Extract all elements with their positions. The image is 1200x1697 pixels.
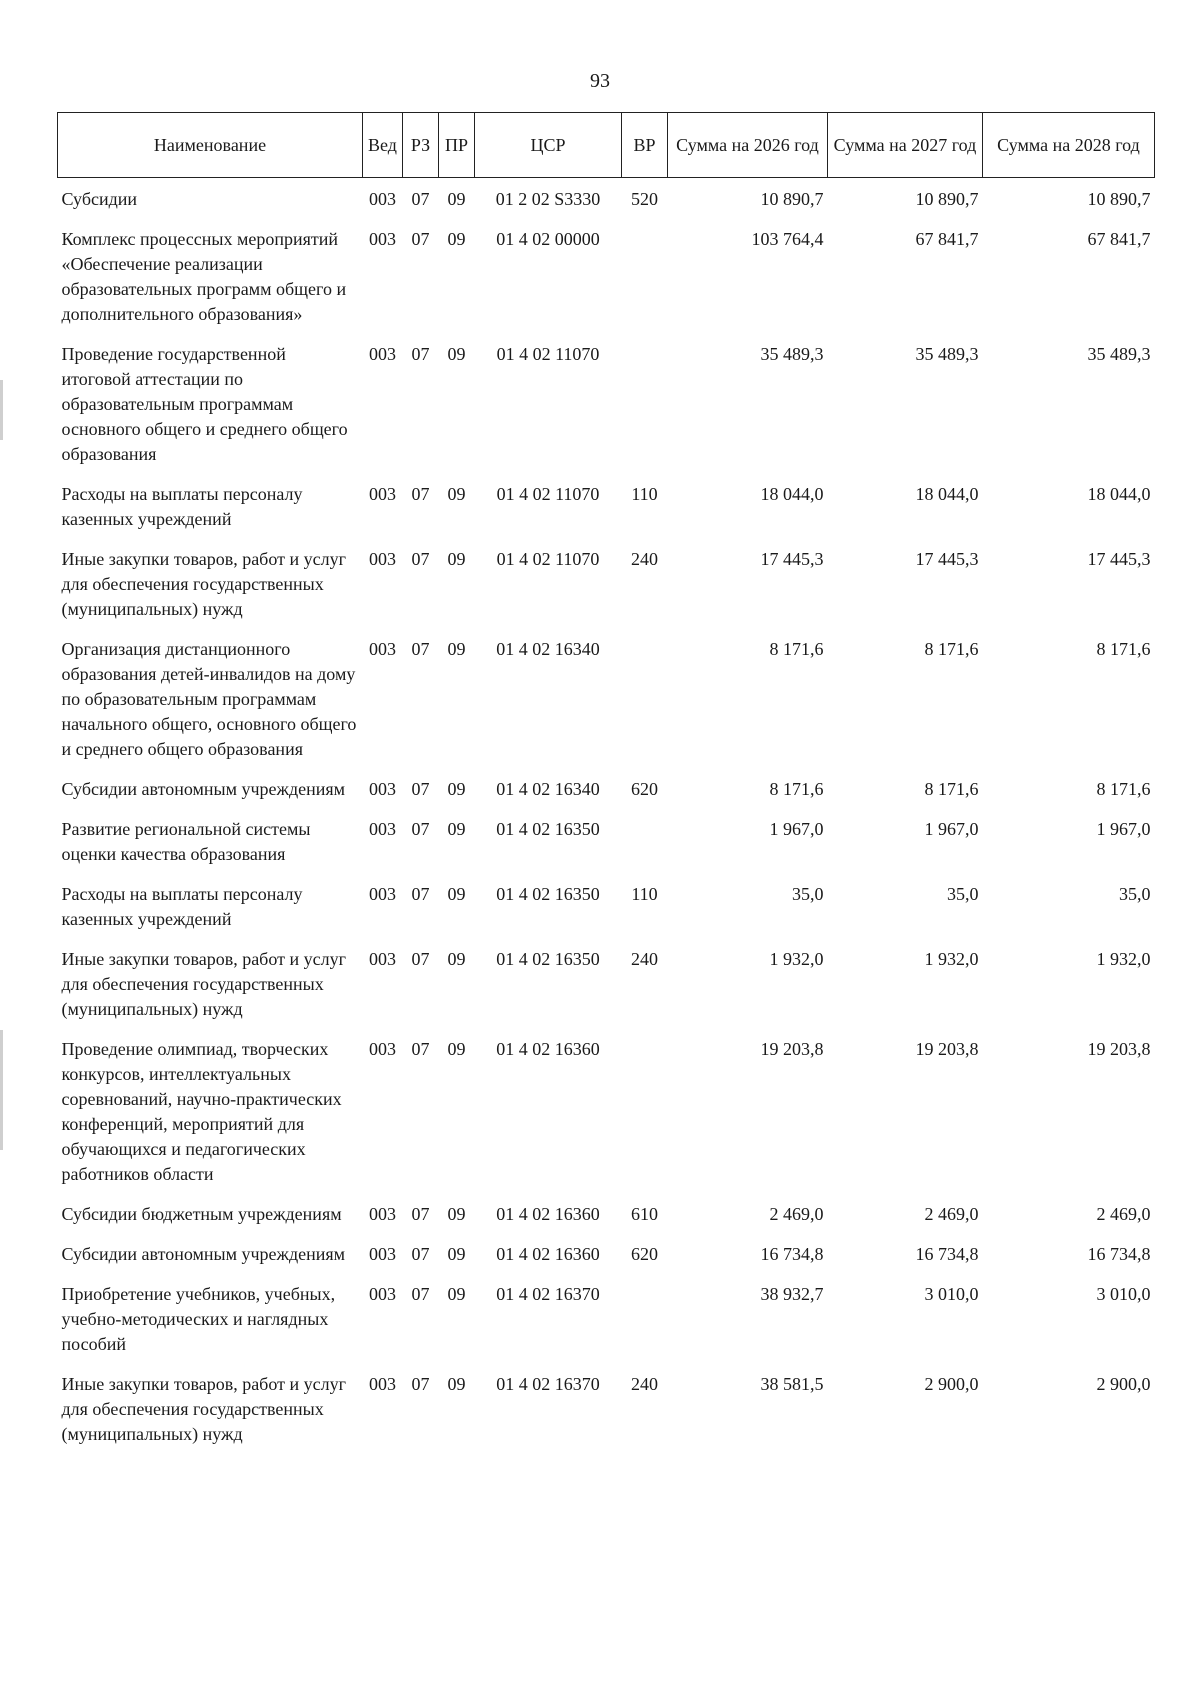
table-row xyxy=(58,218,1155,333)
cell-sum-2027: 67 841,7 xyxy=(915,229,979,249)
table-row xyxy=(58,1233,1155,1273)
cell-name: Расходы на выплаты персоналу казенных учреждений xyxy=(61,484,303,529)
cell-name: Субсидии бюджетным учреждениям xyxy=(61,1204,342,1224)
scan-artifact xyxy=(0,1030,3,1150)
cell-name: Иные закупки товаров, работ и услуг для обеспечения государственных (муниципальных) нужд xyxy=(61,549,346,619)
cell-ved: 003 xyxy=(369,1374,396,1394)
cell-sum-2027: 35,0 xyxy=(947,884,979,904)
cell-vr xyxy=(622,333,668,473)
table-header xyxy=(58,113,1155,178)
cell-sum-2027: 1 932,0 xyxy=(924,949,979,969)
cell-name: Иные закупки товаров, работ и услуг для обеспечения государственных (муниципальных) нужд xyxy=(61,1374,346,1444)
cell-csr: 01 4 02 16360 xyxy=(496,1204,600,1224)
cell-csr: 01 4 02 16370 xyxy=(496,1374,600,1394)
cell-rz: 07 xyxy=(411,1204,430,1224)
header-vr: ВР xyxy=(622,113,668,178)
cell-sum-2027: 10 890,7 xyxy=(915,189,979,209)
cell-csr: 01 4 02 11070 xyxy=(496,549,600,569)
cell-sum-2028: 16 734,8 xyxy=(1087,1244,1151,1264)
cell-name: Проведение государственной итоговой аттестации по образовательным программам основного общего и среднего общего образования xyxy=(61,344,348,464)
header-csr: ЦСР xyxy=(475,113,622,178)
cell-csr: 01 4 02 16340 xyxy=(496,779,600,799)
table-row xyxy=(58,1193,1155,1233)
cell-sum-2026: 1 967,0 xyxy=(769,819,824,839)
cell-name: Расходы на выплаты персоналу казенных учреждений xyxy=(61,884,303,929)
cell-ved: 003 xyxy=(369,1204,396,1224)
cell-csr: 01 4 02 11070 xyxy=(496,344,600,364)
header-sum-2026: Сумма на 2026 год xyxy=(668,113,828,178)
header-rz: РЗ xyxy=(403,113,439,178)
table-row xyxy=(58,538,1155,628)
cell-ved: 003 xyxy=(369,484,396,504)
cell-sum-2026: 8 171,6 xyxy=(769,779,824,799)
table-row xyxy=(58,473,1155,538)
cell-sum-2026: 8 171,6 xyxy=(769,639,824,659)
table-row xyxy=(58,1363,1155,1453)
cell-sum-2026: 103 764,4 xyxy=(751,229,824,249)
table-row xyxy=(58,808,1155,873)
cell-name: Субсидии xyxy=(61,189,138,209)
cell-sum-2026: 2 469,0 xyxy=(769,1204,824,1224)
cell-rz: 07 xyxy=(411,1244,430,1264)
cell-sum-2027: 35 489,3 xyxy=(915,344,979,364)
cell-vr: 620 xyxy=(631,1244,658,1264)
cell-name: Комплекс процессных мероприятий «Обеспечение реализации образовательных программ общего и дополнительного образования» xyxy=(61,229,347,324)
cell-ved: 003 xyxy=(369,344,396,364)
cell-ved: 003 xyxy=(369,949,396,969)
header-sum-2027: Сумма на 2027 год xyxy=(828,113,983,178)
cell-ved: 003 xyxy=(369,189,396,209)
cell-sum-2027: 8 171,6 xyxy=(924,639,979,659)
cell-pr: 09 xyxy=(447,884,466,904)
cell-vr xyxy=(622,1273,668,1363)
cell-vr: 520 xyxy=(631,189,658,209)
table-row xyxy=(58,333,1155,473)
cell-rz: 07 xyxy=(411,779,430,799)
scan-artifact xyxy=(0,380,3,440)
cell-name: Субсидии автономным учреждениям xyxy=(61,1244,346,1264)
cell-rz: 07 xyxy=(411,1039,430,1059)
header-sum-2028: Сумма на 2028 год xyxy=(983,113,1155,178)
cell-sum-2027: 16 734,8 xyxy=(915,1244,979,1264)
cell-ved: 003 xyxy=(369,1284,396,1304)
cell-rz: 07 xyxy=(411,229,430,249)
cell-csr: 01 4 02 16360 xyxy=(496,1244,600,1264)
cell-vr xyxy=(622,1028,668,1193)
table-row xyxy=(58,873,1155,938)
table-body xyxy=(58,178,1155,1454)
cell-pr: 09 xyxy=(447,484,466,504)
cell-rz: 07 xyxy=(411,549,430,569)
table-row xyxy=(58,768,1155,808)
cell-pr: 09 xyxy=(447,1244,466,1264)
cell-vr xyxy=(622,218,668,333)
cell-sum-2026: 19 203,8 xyxy=(760,1039,824,1059)
cell-sum-2026: 1 932,0 xyxy=(769,949,824,969)
cell-sum-2027: 1 967,0 xyxy=(924,819,979,839)
cell-vr: 240 xyxy=(631,549,658,569)
cell-pr: 09 xyxy=(447,779,466,799)
cell-ved: 003 xyxy=(369,779,396,799)
cell-sum-2028: 1 932,0 xyxy=(1096,949,1151,969)
cell-pr: 09 xyxy=(447,949,466,969)
cell-vr: 240 xyxy=(631,949,658,969)
cell-pr: 09 xyxy=(447,1284,466,1304)
cell-vr: 240 xyxy=(631,1374,658,1394)
cell-sum-2028: 35 489,3 xyxy=(1087,344,1151,364)
cell-csr: 01 4 02 16360 xyxy=(496,1039,600,1059)
cell-pr: 09 xyxy=(447,639,466,659)
table-row xyxy=(58,1028,1155,1193)
cell-name: Приобретение учебников, учебных, учебно-методических и наглядных пособий xyxy=(61,1284,336,1354)
header-name: Наименование xyxy=(58,113,363,178)
cell-pr: 09 xyxy=(447,189,466,209)
cell-pr: 09 xyxy=(447,1204,466,1224)
cell-vr: 110 xyxy=(631,484,658,504)
table-row xyxy=(58,178,1155,219)
cell-sum-2027: 19 203,8 xyxy=(915,1039,979,1059)
cell-csr: 01 2 02 S3330 xyxy=(495,189,601,209)
cell-rz: 07 xyxy=(411,1284,430,1304)
table-row xyxy=(58,1273,1155,1363)
page-number: 93 xyxy=(590,70,610,92)
cell-sum-2028: 2 469,0 xyxy=(1096,1204,1151,1224)
cell-ved: 003 xyxy=(369,819,396,839)
cell-csr: 01 4 02 16340 xyxy=(496,639,600,659)
cell-sum-2026: 18 044,0 xyxy=(760,484,824,504)
budget-table xyxy=(57,112,1155,1453)
cell-rz: 07 xyxy=(411,344,430,364)
table-row xyxy=(58,938,1155,1028)
cell-csr: 01 4 02 16350 xyxy=(496,819,600,839)
cell-csr: 01 4 02 11070 xyxy=(496,484,600,504)
cell-sum-2026: 35 489,3 xyxy=(760,344,824,364)
cell-ved: 003 xyxy=(369,229,396,249)
cell-pr: 09 xyxy=(447,229,466,249)
cell-rz: 07 xyxy=(411,639,430,659)
cell-sum-2026: 35,0 xyxy=(792,884,824,904)
cell-name: Организация дистанционного образования детей-инвалидов на дому по образовательным программам начального общего, основного общего и среднего общего образования xyxy=(61,639,357,759)
cell-rz: 07 xyxy=(411,949,430,969)
cell-ved: 003 xyxy=(369,1039,396,1059)
cell-rz: 07 xyxy=(411,484,430,504)
cell-name: Иные закупки товаров, работ и услуг для обеспечения государственных (муниципальных) нужд xyxy=(61,949,346,1019)
cell-pr: 09 xyxy=(447,1374,466,1394)
cell-csr: 01 4 02 16370 xyxy=(496,1284,600,1304)
cell-sum-2027: 2 900,0 xyxy=(924,1374,979,1394)
cell-sum-2027: 17 445,3 xyxy=(915,549,979,569)
cell-sum-2026: 38 932,7 xyxy=(760,1284,824,1304)
cell-sum-2027: 18 044,0 xyxy=(915,484,979,504)
cell-pr: 09 xyxy=(447,819,466,839)
cell-pr: 09 xyxy=(447,549,466,569)
cell-sum-2027: 3 010,0 xyxy=(924,1284,979,1304)
cell-sum-2027: 2 469,0 xyxy=(924,1204,979,1224)
cell-sum-2028: 67 841,7 xyxy=(1087,229,1151,249)
cell-sum-2028: 2 900,0 xyxy=(1096,1374,1151,1394)
cell-csr: 01 4 02 16350 xyxy=(496,884,600,904)
cell-sum-2028: 19 203,8 xyxy=(1087,1039,1151,1059)
cell-ved: 003 xyxy=(369,1244,396,1264)
cell-pr: 09 xyxy=(447,1039,466,1059)
cell-vr: 110 xyxy=(631,884,658,904)
cell-rz: 07 xyxy=(411,819,430,839)
cell-sum-2028: 8 171,6 xyxy=(1096,779,1151,799)
cell-vr: 610 xyxy=(631,1204,658,1224)
table-row xyxy=(58,628,1155,768)
cell-sum-2028: 1 967,0 xyxy=(1096,819,1151,839)
cell-csr: 01 4 02 00000 xyxy=(496,229,600,249)
cell-rz: 07 xyxy=(411,189,430,209)
cell-vr xyxy=(622,808,668,873)
cell-vr: 620 xyxy=(631,779,658,799)
cell-ved: 003 xyxy=(369,549,396,569)
cell-sum-2026: 38 581,5 xyxy=(760,1374,824,1394)
cell-pr: 09 xyxy=(447,344,466,364)
cell-sum-2026: 10 890,7 xyxy=(760,189,824,209)
cell-name: Проведение олимпиад, творческих конкурсов, интеллектуальных соревнований, научно-практических конференций, мероприятий для обучающихся и педагогических работников области xyxy=(61,1039,342,1184)
cell-sum-2028: 18 044,0 xyxy=(1087,484,1151,504)
cell-rz: 07 xyxy=(411,884,430,904)
cell-sum-2027: 8 171,6 xyxy=(924,779,979,799)
cell-name: Субсидии автономным учреждениям xyxy=(61,779,346,799)
cell-sum-2028: 8 171,6 xyxy=(1096,639,1151,659)
cell-sum-2028: 17 445,3 xyxy=(1087,549,1151,569)
cell-name: Развитие региональной системы оценки качества образования xyxy=(61,819,311,864)
cell-vr xyxy=(622,628,668,768)
cell-sum-2028: 35,0 xyxy=(1119,884,1151,904)
cell-sum-2026: 17 445,3 xyxy=(760,549,824,569)
header-pr: ПР xyxy=(439,113,475,178)
cell-csr: 01 4 02 16350 xyxy=(496,949,600,969)
cell-sum-2026: 16 734,8 xyxy=(760,1244,824,1264)
cell-rz: 07 xyxy=(411,1374,430,1394)
cell-ved: 003 xyxy=(369,639,396,659)
cell-sum-2028: 3 010,0 xyxy=(1096,1284,1151,1304)
header-ved: Вед xyxy=(363,113,403,178)
cell-ved: 003 xyxy=(369,884,396,904)
cell-sum-2028: 10 890,7 xyxy=(1087,189,1151,209)
